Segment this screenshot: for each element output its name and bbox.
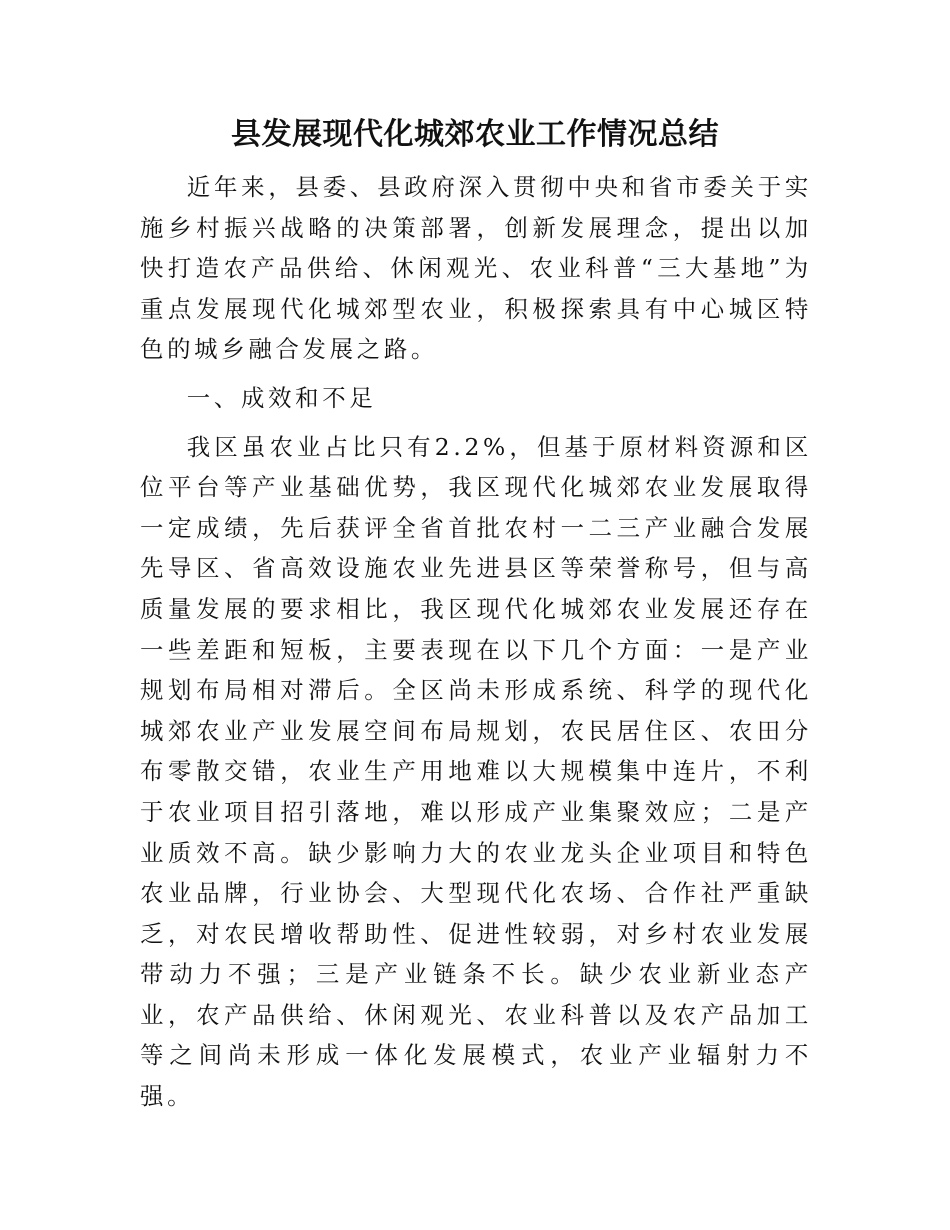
document-title: 县发展现代化城郊农业工作情况总结 (231, 117, 719, 152)
results-paragraph: 我区虽农业占比只有2.2%，但基于原材料资源和区位平台等产业基础优势，我区现代化城郊农业发展取得一定成绩，先后获评全省首批农村一二三产业融合发展先导区、省高效设施农业先进县区等荣誉称号，但与高质量发展的要求相比，我区现代化城郊农业发展还存在一些差距和短板，主要表现在以下几个方面：一是产业规划布局相对滞后。全区尚未形成系统、科学的现代化城郊农业产业发展空间布局规划，农民居住区、农田分布零散交错，农业生产用地难以大规模集中连片，不利于农业项目招引落地，难以形成产业集聚效应；二是产业质效不高。缺少影响力大的农业龙头企业项目和特色农业品牌，行业协会、大型现代化农场、合作社严重缺乏，对农民增收帮助性、促进性较弱，对乡村农业发展带动力不强；三是产业链条不长。缺少农业新业态产业，农产品供给、休闲观光、农业科普以及农产品加工等之间尚未形成一体化发展模式，农业产业辐射力不强。 (140, 432, 812, 1111)
document-body (140, 167, 812, 1117)
section-heading: 一、成效和不足 (186, 383, 377, 412)
intro-paragraph: 近年来，县委、县政府深入贯彻中央和省市委关于实施乡村振兴战略的决策部署，创新发展理念，提出以加快打造农产品供给、休闲观光、农业科普“三大基地”为重点发展现代化城郊型农业，积极探索具有中心城区特色的城乡融合发展之路。 (140, 173, 812, 364)
